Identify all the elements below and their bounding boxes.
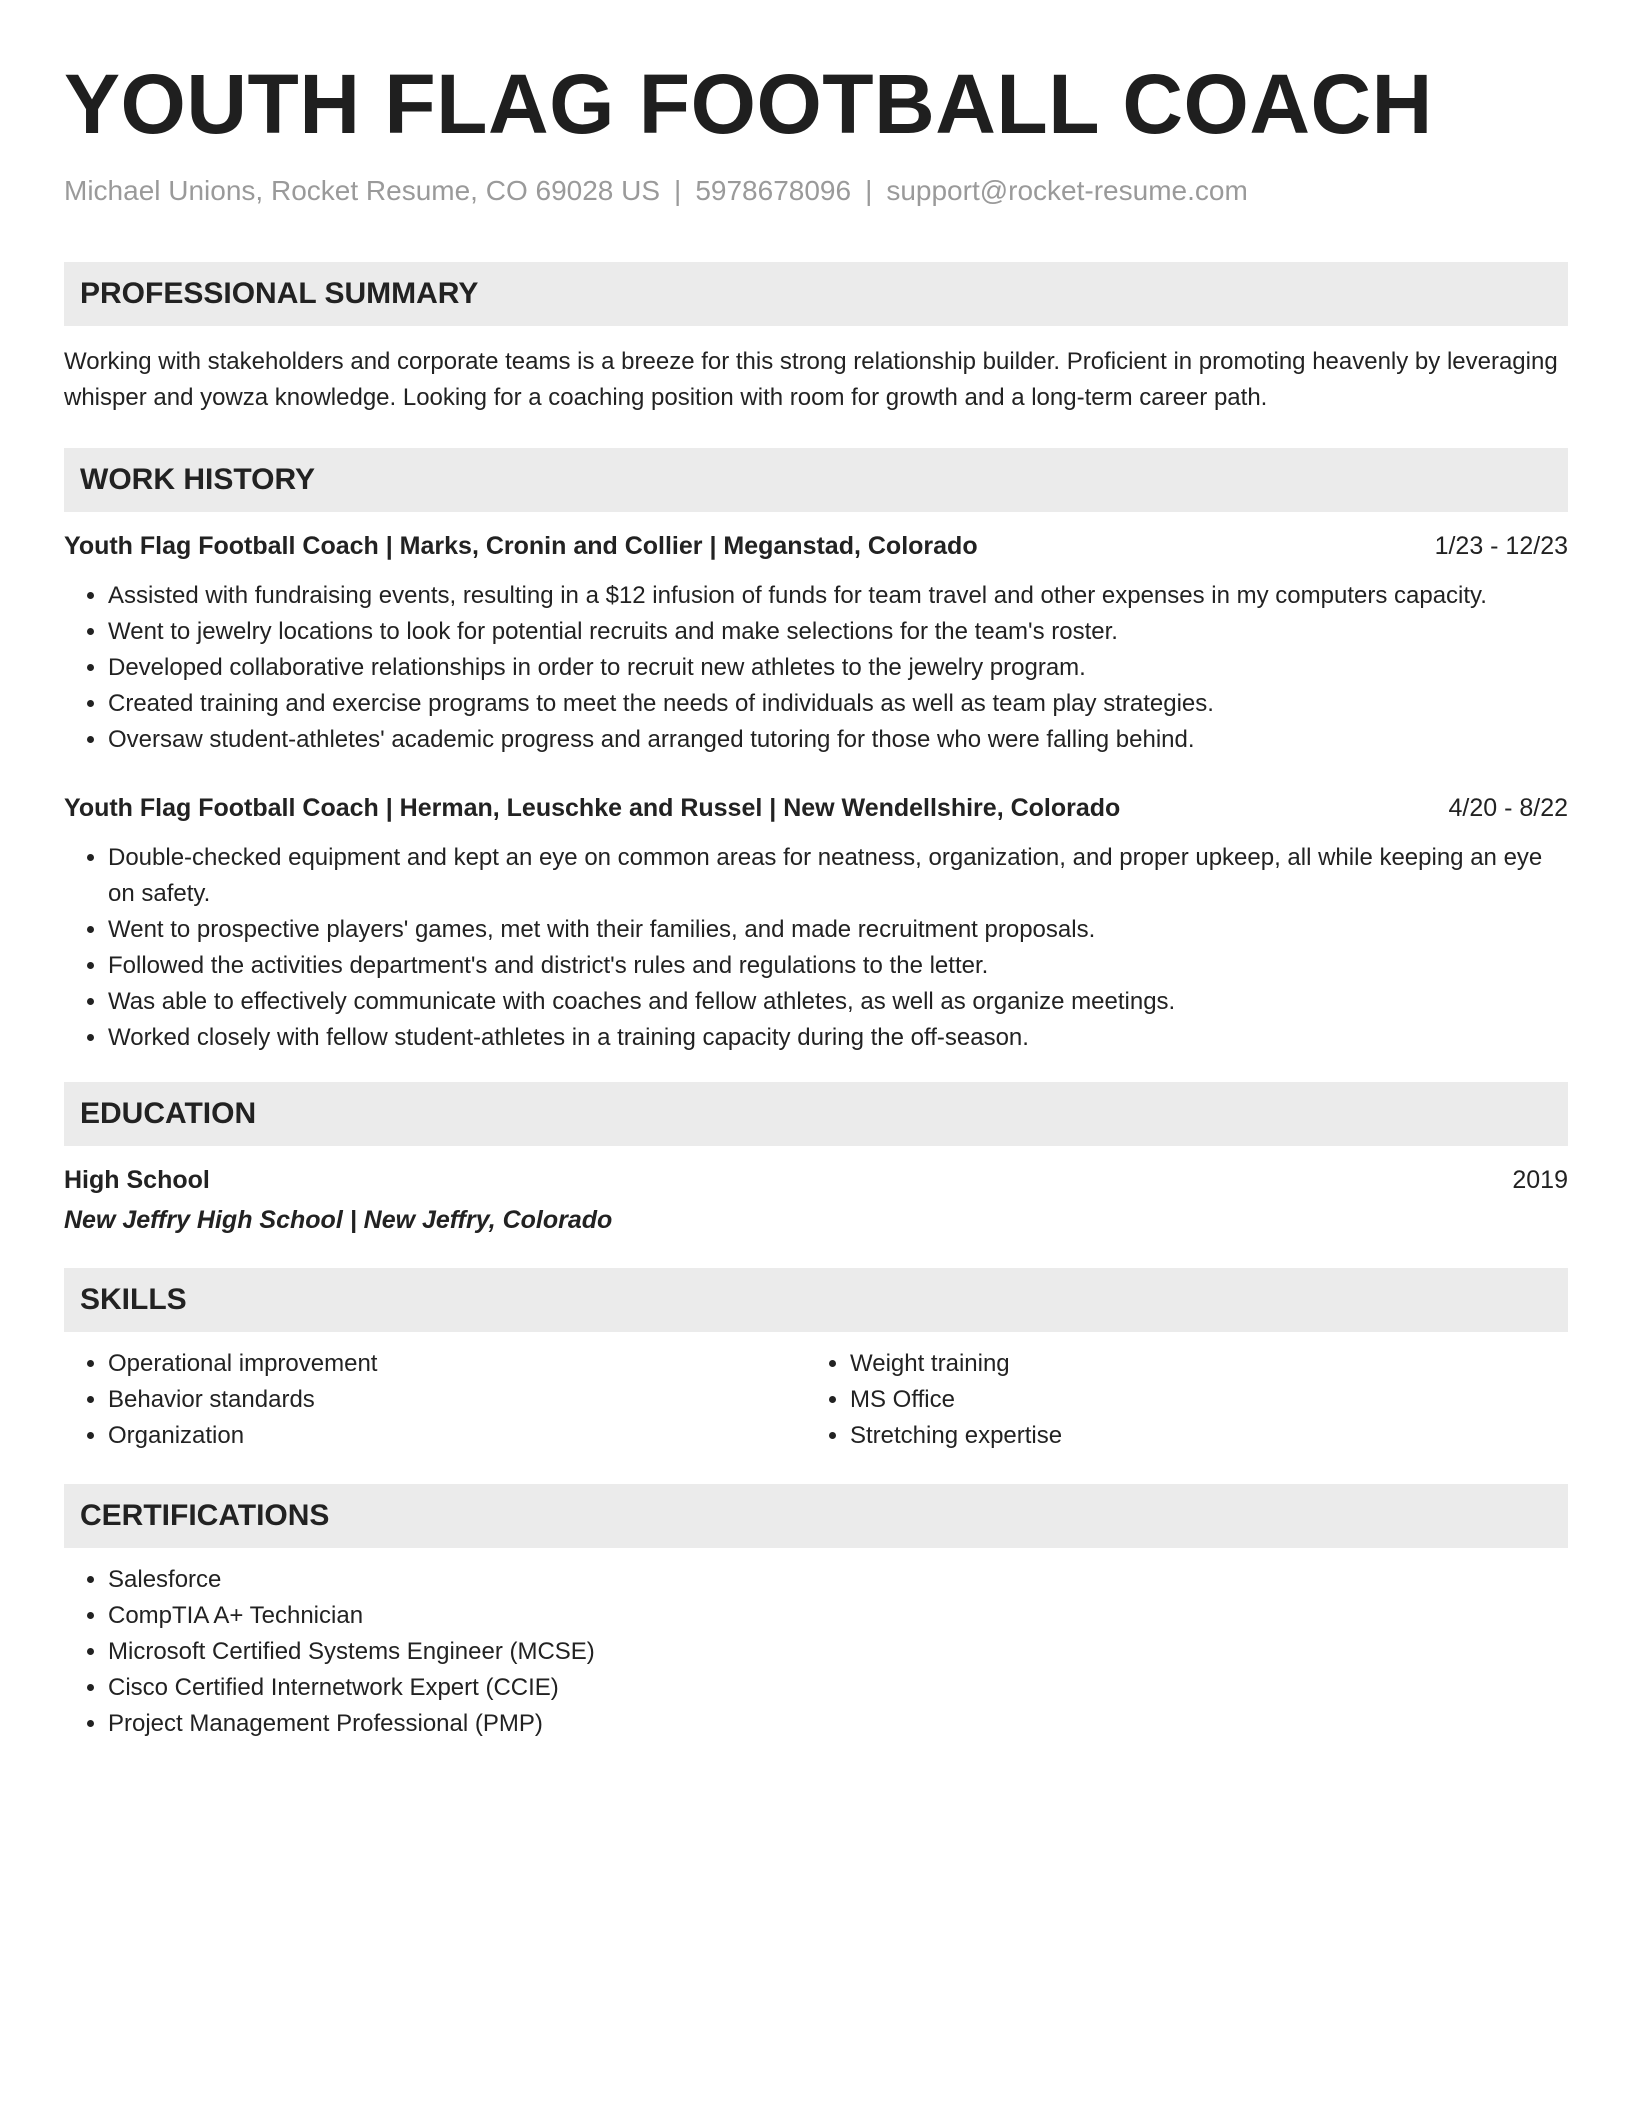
job-bullet: • Assisted with fundraising events, resulting in a $12 infusion of funds for team travel and other expenses in my computers capacity.: [108, 578, 1568, 614]
education-heading: EDUCATION: [64, 1082, 1568, 1146]
skills-heading: SKILLS: [64, 1268, 1568, 1332]
job-bullet: • Oversaw student-athletes' academic progress and arranged tutoring for those who were falling behind.: [108, 722, 1568, 758]
resume-page: [64, 56, 1568, 1742]
skill-item: • Stretching expertise: [850, 1418, 1548, 1454]
job-title: Youth Flag Football Coach | Herman, Leuschke and Russel | New Wendellshire, Colorado: [64, 794, 1121, 822]
contact-line: [64, 174, 1568, 208]
work-history-heading: WORK HISTORY: [64, 448, 1568, 512]
education-header: [64, 1162, 1568, 1198]
summary-text: Working with stakeholders and corporate teams is a breeze for this strong relationship builder. Proficient in promoting heavenly by leveraging whisper and yowza knowledge. Looking for a coaching position with room for growth and a long-term career path.: [64, 348, 1558, 411]
job-bullet: • Developed collaborative relationships in order to recruit new athletes to the jewelry program.: [108, 650, 1568, 686]
contact-address: Michael Unions, Rocket Resume, CO 69028 US: [64, 175, 661, 206]
job-entry: [64, 790, 1568, 1056]
certifications-list: [64, 1562, 1568, 1742]
skills-column-left: [64, 1346, 806, 1454]
job-bullets: [64, 840, 1568, 1056]
job-bullet: • Went to prospective players' games, met with their families, and made recruitment proposals.: [108, 912, 1568, 948]
summary-heading: PROFESSIONAL SUMMARY: [64, 262, 1568, 326]
certification-item: • Microsoft Certified Systems Engineer (MCSE): [108, 1634, 1568, 1670]
contact-separator: |: [674, 175, 682, 206]
contact-email: support@rocket-resume.com: [886, 175, 1248, 206]
skills-column-right: [806, 1346, 1548, 1454]
education-year: 2019: [1512, 1166, 1568, 1194]
job-bullet: • Followed the activities department's and district's rules and regulations to the letter.: [108, 948, 1568, 984]
job-bullet: • Double-checked equipment and kept an eye on common areas for neatness, organization, and proper upkeep, all while keeping an eye on safety.: [108, 840, 1568, 912]
education-entry: [64, 1162, 1568, 1238]
job-header: [64, 528, 1568, 564]
job-bullet: • Was able to effectively communicate with coaches and fellow athletes, as well as organize meetings.: [108, 984, 1568, 1020]
education-degree: High School: [64, 1166, 210, 1194]
job-entry: [64, 528, 1568, 758]
skill-item: • Organization: [108, 1418, 806, 1454]
skill-item: • MS Office: [850, 1382, 1548, 1418]
job-bullets: [64, 578, 1568, 758]
contact-phone: 5978678096: [695, 175, 852, 206]
certification-item: • CompTIA A+ Technician: [108, 1598, 1568, 1634]
resume-title: YOUTH FLAG FOOTBALL COACH: [64, 57, 1433, 151]
skill-item: • Weight training: [850, 1346, 1548, 1382]
job-dates: 4/20 - 8/22: [1448, 794, 1568, 822]
certification-item: • Salesforce: [108, 1562, 1568, 1598]
job-header: [64, 790, 1568, 826]
skills-list: [64, 1346, 1568, 1454]
job-bullet: • Created training and exercise programs to meet the needs of individuals as well as team play strategies.: [108, 686, 1568, 722]
job-dates: 1/23 - 12/23: [1434, 532, 1568, 560]
certification-item: • Project Management Professional (PMP): [108, 1706, 1568, 1742]
certification-item: • Cisco Certified Internetwork Expert (CCIE): [108, 1670, 1568, 1706]
certifications-heading: CERTIFICATIONS: [64, 1484, 1568, 1548]
contact-separator: |: [865, 175, 873, 206]
skill-item: • Operational improvement: [108, 1346, 806, 1382]
education-school: New Jeffry High School | New Jeffry, Colorado: [64, 1206, 613, 1234]
job-bullet: • Went to jewelry locations to look for potential recruits and make selections for the team's roster.: [108, 614, 1568, 650]
job-bullet: • Worked closely with fellow student-athletes in a training capacity during the off-season.: [108, 1020, 1568, 1056]
job-title: Youth Flag Football Coach | Marks, Cronin and Collier | Meganstad, Colorado: [64, 532, 978, 560]
skill-item: • Behavior standards: [108, 1382, 806, 1418]
